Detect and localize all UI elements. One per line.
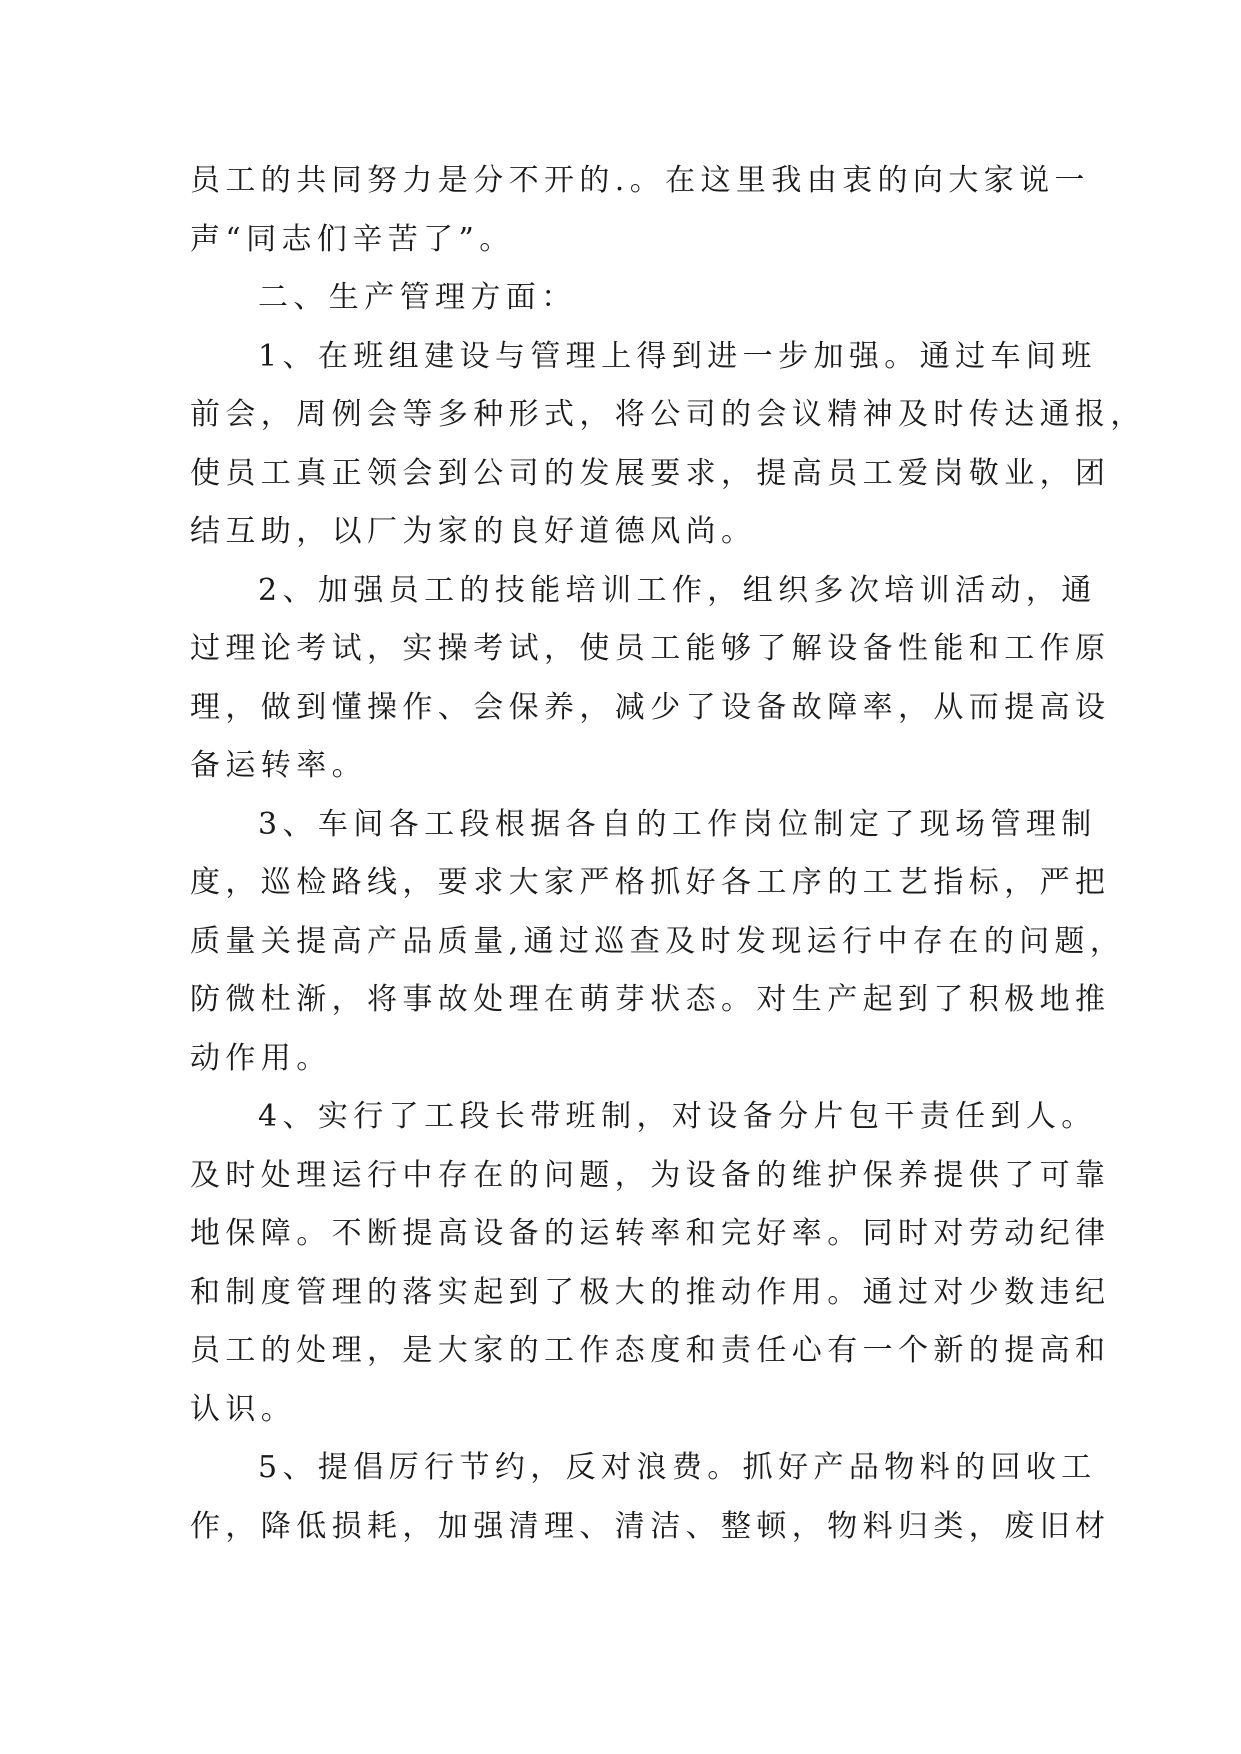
document-body xyxy=(190,152,1146,1556)
text-line: 2、加强员工的技能培训工作，组织多次培训活动，通 xyxy=(258,572,1097,608)
text-line: 认识。 xyxy=(190,1391,297,1427)
text-line: 质量关提高产品质量,通过巡查及时发现运行中存在的问题， xyxy=(190,923,1126,959)
text-line: 员工的共同努力是分不开的.。在这里我由衷的向大家说一 xyxy=(190,163,1090,198)
text-line: 作，降低损耗，加强清理、清洁、整顿，物料归类，废旧材 xyxy=(190,1508,1111,1544)
text-line: 使员工真正领会到公司的发展要求，提高员工爱岗敬业，团 xyxy=(190,455,1111,491)
section-heading: 二、生产管理方面： xyxy=(258,280,577,315)
text-line: 地保障。不断提高设备的运转率和完好率。同时对劳动纪律 xyxy=(190,1216,1111,1251)
text-line: 备运转率。 xyxy=(190,748,367,783)
text-line: 动作用。 xyxy=(190,1040,332,1076)
text-line: 过理论考试，实操考试，使员工能够了解设备性能和工作原 xyxy=(190,631,1111,666)
text-line: 度，巡检路线，要求大家严格抓好各工序的工艺指标，严把 xyxy=(190,865,1111,900)
text-line: 防微杜渐，将事故处理在萌芽状态。对生产起到了积极地推 xyxy=(190,982,1111,1017)
text-line: 员工的处理，是大家的工作态度和责任心有一个新的提高和 xyxy=(190,1333,1111,1368)
text-line: 1、在班组建设与管理上得到进一步加强。通过车间班 xyxy=(258,338,1097,374)
text-line: 4、实行了工段长带班制，对设备分片包干责任到人。 xyxy=(258,1099,1097,1134)
text-line: 声“同志们辛苦了”。 xyxy=(190,221,515,257)
text-line: 理，做到懂操作、会保养，减少了设备故障率，从而提高设 xyxy=(190,689,1111,725)
text-line: 结互助，以厂为家的良好道德风尚。 xyxy=(190,514,757,549)
text-line: 和制度管理的落实起到了极大的推动作用。通过对少数违纪 xyxy=(190,1274,1111,1310)
text-line: 前会，周例会等多种形式，将公司的会议精神及时传达通报， xyxy=(190,397,1146,432)
text-line: 5、提倡厉行节约，反对浪费。抓好产品物料的回收工 xyxy=(258,1450,1097,1485)
text-line: 3、车间各工段根据各自的工作岗位制定了现场管理制 xyxy=(258,806,1097,842)
text-line: 及时处理运行中存在的问题，为设备的维护保养提供了可靠 xyxy=(190,1157,1111,1193)
